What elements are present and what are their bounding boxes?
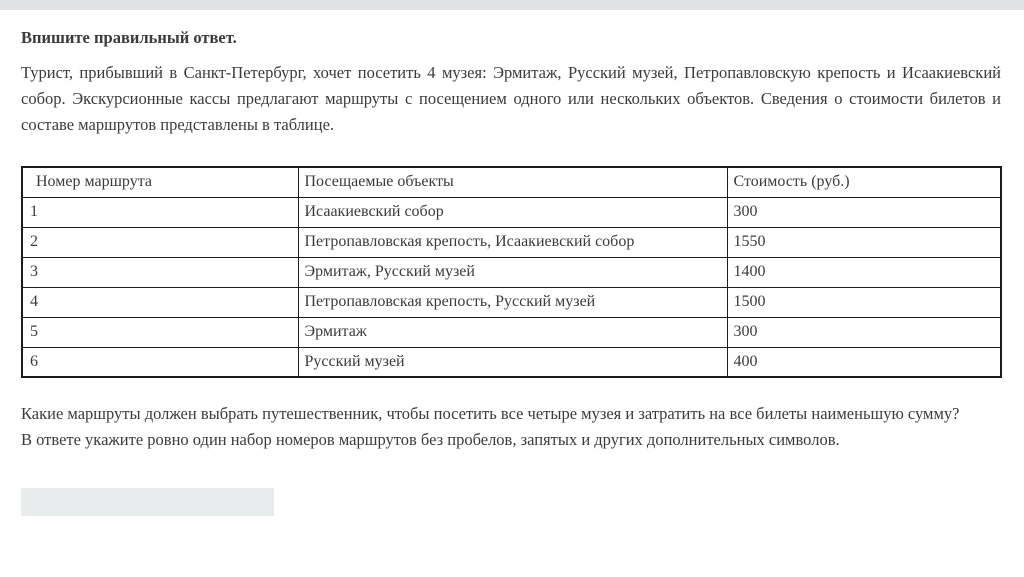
answer-input[interactable] [21,488,274,516]
answer-format-instruction: В ответе укажите ровно один набор номеров маршрутов без пробелов, запятых и других дополнительных символов. [21,430,840,449]
top-bar [0,0,1024,10]
column-header-route-number: Номер маршрута [22,167,298,197]
objects-cell: Петропавловская крепость, Русский музей [298,287,727,317]
question-page [0,10,1024,516]
table-row [22,197,1001,227]
route-number-cell: 2 [22,227,298,257]
objects-cell: Исаакиевский собор [298,197,727,227]
objects-cell: Эрмитаж [298,317,727,347]
table-row [22,317,1001,347]
price-cell: 1400 [727,257,1001,287]
column-header-price: Стоимость (руб.) [727,167,1001,197]
price-cell: 300 [727,197,1001,227]
table-row [22,347,1001,377]
price-cell: 1550 [727,227,1001,257]
price-cell: 400 [727,347,1001,377]
route-number-cell: 1 [22,197,298,227]
task-heading: Впишите правильный ответ. [21,28,237,47]
price-cell: 1500 [727,287,1001,317]
routes-table [21,166,1002,378]
route-number-cell: 3 [22,257,298,287]
route-number-cell: 4 [22,287,298,317]
table-row [22,257,1001,287]
objects-cell: Русский музей [298,347,727,377]
table-header-row [22,167,1001,197]
route-number-cell: 6 [22,347,298,377]
problem-statement: Турист, прибывший в Санкт-Петербург, хочет посетить 4 музея: Эрмитаж, Русский музей, Петропавловскую крепость и Исаакиевский собор. Экскурсионные кассы предлагают маршруты с посещением одного или нескольких объектов. Сведения о стоимости билетов и составе маршрутов представлены в таблице. [21,63,1001,134]
route-number-cell: 5 [22,317,298,347]
table-row [22,227,1001,257]
price-cell: 300 [727,317,1001,347]
column-header-objects: Посещаемые объекты [298,167,727,197]
question-block [21,401,1001,453]
objects-cell: Петропавловская крепость, Исаакиевский собор [298,227,727,257]
table-row [22,287,1001,317]
objects-cell: Эрмитаж, Русский музей [298,257,727,287]
question-text: Какие маршруты должен выбрать путешественник, чтобы посетить все четыре музея и затратить на все билеты наименьшую сумму? [21,404,960,423]
